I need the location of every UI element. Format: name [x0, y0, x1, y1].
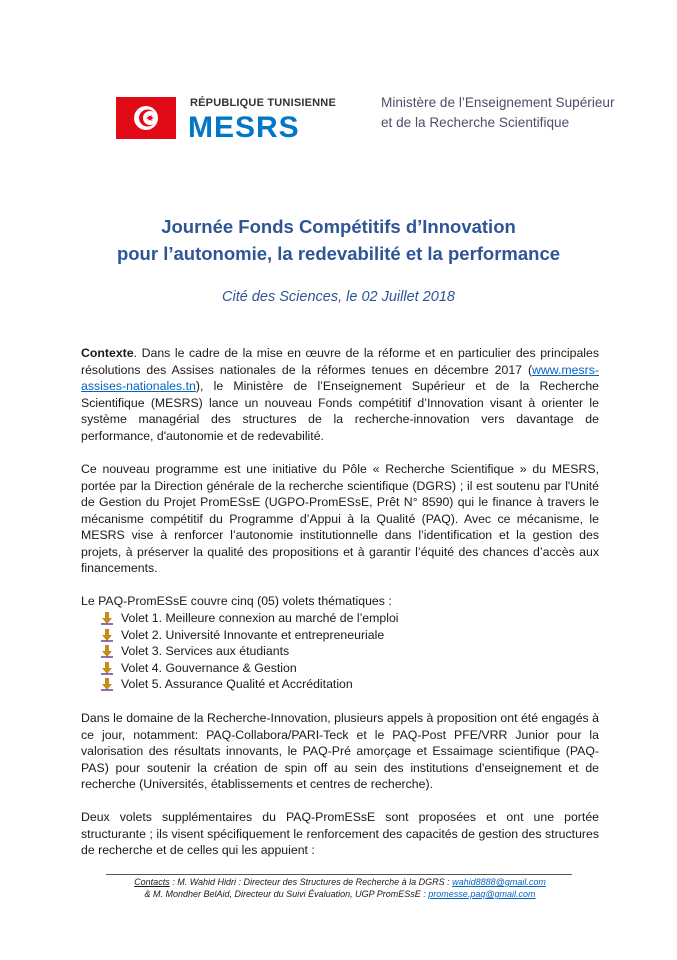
- volet-label: Volet 3. Services aux étudiants: [121, 644, 290, 658]
- title-line-1: Journée Fonds Compétitifs d’Innovation: [161, 216, 516, 237]
- list-item: [100, 660, 399, 677]
- paragraph-programme: Ce nouveau programme est une initiative du Pôle « Recherche Scientifique » du MESRS, portée par la Direction générale de la recherche scientifique (DGRS) ; il est soutenu par l'Unité de Gestion du Projet PromESsE (UGPO-PromESsE, Prêt N° 8590) qui le finance à travers le mécanisme compétitif du Programme d’Appui à la Qualité (PAQ). Avec ce mécanisme, le MESRS vise à renforcer l’autonomie institutionnelle dans l’identification et la gestion des projets, à préserver la qualité des propositions et à garantir l’équité des chances d’accès aux financements.: [81, 462, 599, 575]
- volet-label: Volet 1. Meilleure connexion au marché de l’emploi: [121, 611, 399, 625]
- contact-1-email-link[interactable]: wahid8888@gmail.com: [452, 877, 546, 887]
- contexte-label: Contexte: [81, 346, 134, 360]
- ministry-name: [381, 93, 651, 133]
- volet-label: Volet 4. Gouvernance & Gestion: [121, 660, 297, 675]
- assises-link[interactable]: www.mesrs-assises-nationales.tn: [81, 362, 599, 393]
- volets-list: [100, 610, 399, 693]
- volet-label: Volet 2. Université Innovante et entrepreneuriale: [121, 627, 385, 642]
- list-item: [100, 643, 399, 660]
- arrow-bullet-icon: [100, 612, 114, 625]
- arrow-bullet-icon: [100, 662, 114, 675]
- contacts-footer: [100, 876, 580, 900]
- list-item: [100, 676, 399, 693]
- paragraph-contexte: [81, 345, 599, 444]
- contact-2-text: & M. Mondher BelAid, Directeur du Suivi Évaluation, UGP PromESsE :: [144, 889, 429, 899]
- arrow-bullet-icon: [100, 645, 114, 658]
- contact-line-2: [100, 888, 580, 900]
- letterhead: [0, 0, 677, 170]
- arrow-bullet-icon: [100, 678, 114, 691]
- list-item: [100, 627, 399, 644]
- volets-intro: Le PAQ-PromESsE couvre cinq (05) volets thématiques :: [81, 594, 392, 608]
- event-place-date: Cité des Sciences, le 02 Juillet 2018: [222, 289, 455, 305]
- paragraph-recherche-innovation: Dans le domaine de la Recherche-Innovation, plusieurs appels à proposition ont été engagés à ce jour, notamment: PAQ-Collabora/PARI-Teck et le PAQ-Post PFE/VRR Junior pour la valorisation des résultats innovants, le PAQ-Pré amorçage et Essaimage scientifique (PAQ-PAS) pour soutenir la création de spin off au sein des institutions d'enseignement et de recherche (Universités, établissements et centres de recherche).: [81, 711, 599, 791]
- contact-1-text: : M. Wahid Hidri : Directeur des Structures de Recherche à la DGRS :: [169, 877, 453, 887]
- document-title: [60, 213, 617, 267]
- contexte-text-1: . Dans le cadre de la mise en œuvre de la réforme et en particulier des principales résolutions des Assises nationales de la réformes tenues en décembre 2017 (: [81, 346, 599, 377]
- ministry-line-2: et de la Recherche Scientifique: [381, 115, 570, 130]
- paragraph-volets-supplementaires: Deux volets supplémentaires du PAQ-PromESsE sont proposées et ont une portée structurante ; ils visent spécifiquement le renforcement des capacités de gestion des structures de recherche et de celles qui les appuient :: [81, 810, 599, 857]
- contact-line-1: [100, 876, 580, 888]
- footer-divider: [106, 874, 572, 875]
- contact-2-email-link[interactable]: promesse.paq@gmail.com: [428, 889, 536, 899]
- volet-label: Volet 5. Assurance Qualité et Accréditation: [121, 677, 353, 691]
- arrow-bullet-icon: [100, 629, 114, 642]
- ministry-line-1: Ministère de l’Enseignement Supérieur: [381, 95, 615, 110]
- title-line-2: pour l’autonomie, la redevabilité et la performance: [116, 243, 561, 264]
- republic-label: RÉPUBLIQUE TUNISIENNE: [190, 97, 336, 109]
- contacts-label: Contacts: [134, 877, 170, 887]
- list-item: [100, 610, 399, 627]
- contexte-text-2: ), le Ministère de l’Enseignement Supérieur et de la Recherche Scientifique (MESRS) lance un nouveau Fonds compétitif d’Innovation visant à orienter le système managérial des structures de la recherche-innovation vers davantage de performance, d'autonomie et de redevabilité.: [81, 379, 599, 443]
- tunisia-flag-logo: [116, 97, 176, 139]
- mesrs-acronym: MESRS: [188, 111, 300, 144]
